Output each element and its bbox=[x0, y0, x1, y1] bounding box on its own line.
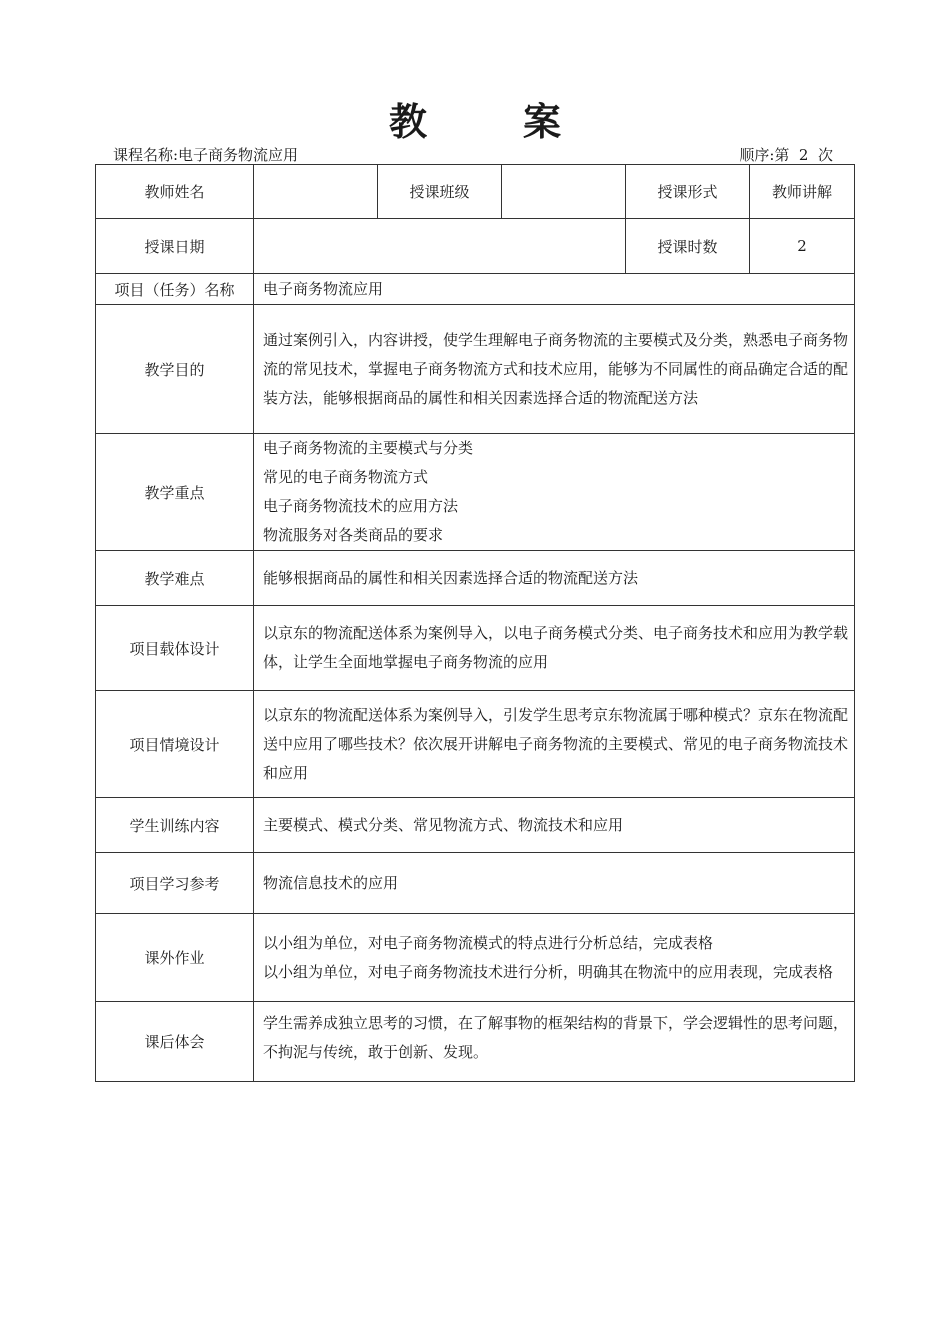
course-name: 课程名称:电子商务物流应用 bbox=[113, 146, 299, 164]
homework-content bbox=[254, 914, 855, 1002]
reflection-label: 课后体会 bbox=[96, 1002, 254, 1082]
date-value bbox=[254, 219, 626, 274]
table-row bbox=[96, 606, 855, 691]
table-row bbox=[96, 691, 855, 798]
title-char-1: 教 bbox=[388, 100, 427, 144]
table-row bbox=[96, 305, 855, 434]
scenario-design-label: 项目情境设计 bbox=[96, 691, 254, 798]
lesson-sequence: 顺序:第 2 次 bbox=[739, 146, 833, 164]
table-row bbox=[96, 1002, 855, 1082]
date-label: 授课日期 bbox=[96, 219, 254, 274]
table-row bbox=[96, 434, 855, 551]
scenario-design-text: 以京东的物流配送体系为案例导入，引发学生思考京东物流属于哪种模式？京东在物流配送中应用了哪些技术？依次展开讲解电子商务物流的主要模式、常见的电子商务物流技术和应用 bbox=[263, 705, 849, 782]
homework-item: 以小组为单位，对电子商务物流技术进行分析，明确其在物流中的应用表现，完成表格 bbox=[263, 962, 834, 981]
table-row bbox=[96, 219, 855, 274]
training-label: 学生训练内容 bbox=[96, 798, 254, 853]
reference-label: 项目学习参考 bbox=[96, 853, 254, 914]
teacher-name-value bbox=[254, 165, 378, 219]
key-point-item: 电子商务物流技术的应用方法 bbox=[263, 497, 459, 515]
key-point-item: 物流服务对各类商品的要求 bbox=[263, 526, 444, 544]
carrier-design-text: 以京东的物流配送体系为案例导入，以电子商务模式分类、电子商务技术和应用为教学载体，让学生全面地掌握电子商务物流的应用 bbox=[263, 624, 849, 671]
table-row bbox=[96, 165, 855, 219]
teacher-name-label: 教师姓名 bbox=[96, 165, 254, 219]
lesson-plan-table bbox=[95, 164, 855, 1082]
title-char-2: 案 bbox=[523, 100, 562, 144]
key-points-label: 教学重点 bbox=[96, 434, 254, 551]
carrier-design-label: 项目载体设计 bbox=[96, 606, 254, 691]
class-label: 授课班级 bbox=[378, 165, 502, 219]
key-points-content bbox=[254, 434, 855, 551]
objective-label: 教学目的 bbox=[96, 305, 254, 434]
training-content: 主要模式、模式分类、常见物流方式、物流技术和应用 bbox=[254, 798, 855, 853]
scenario-design-content bbox=[254, 691, 855, 798]
project-name-content: 电子商务物流应用 bbox=[254, 274, 855, 305]
objective-content bbox=[254, 305, 855, 434]
project-name-label: 项目（任务）名称 bbox=[96, 274, 254, 305]
key-point-item: 常见的电子商务物流方式 bbox=[263, 468, 429, 486]
reflection-text: 学生需养成独立思考的习惯，在了解事物的框架结构的背景下，学会逻辑性的思考问题，不拘泥与传统，敢于创新、发现。 bbox=[263, 1014, 849, 1061]
table-row bbox=[96, 914, 855, 1002]
difficulties-content: 能够根据商品的属性和相关因素选择合适的物流配送方法 bbox=[254, 551, 855, 606]
table-row bbox=[96, 274, 855, 305]
key-point-item: 电子商务物流的主要模式与分类 bbox=[263, 439, 474, 457]
difficulties-label: 教学难点 bbox=[96, 551, 254, 606]
hours-label: 授课时数 bbox=[626, 219, 750, 274]
class-value bbox=[502, 165, 626, 219]
table-row bbox=[96, 551, 855, 606]
table-row bbox=[96, 798, 855, 853]
table-row bbox=[96, 853, 855, 914]
objective-text: 通过案例引入，内容讲授，使学生理解电子商务物流的主要模式及分类，熟悉电子商务物流的常见技术，掌握电子商务物流方式和技术应用，能够为不同属性的商品确定合适的配装方法，能够根据商品的属性和相关因素选择合适的物流配送方法 bbox=[263, 330, 849, 407]
homework-label: 课外作业 bbox=[96, 914, 254, 1002]
teaching-form-value: 教师讲解 bbox=[750, 165, 855, 219]
carrier-design-content bbox=[254, 606, 855, 691]
hours-value: 2 bbox=[750, 219, 855, 274]
reference-content: 物流信息技术的应用 bbox=[254, 853, 855, 914]
homework-item: 以小组为单位，对电子商务物流模式的特点进行分析总结，完成表格 bbox=[263, 933, 714, 952]
meta-row bbox=[113, 145, 833, 165]
reflection-content bbox=[254, 1002, 855, 1082]
teaching-form-label: 授课形式 bbox=[626, 165, 750, 219]
document-title bbox=[0, 96, 950, 148]
